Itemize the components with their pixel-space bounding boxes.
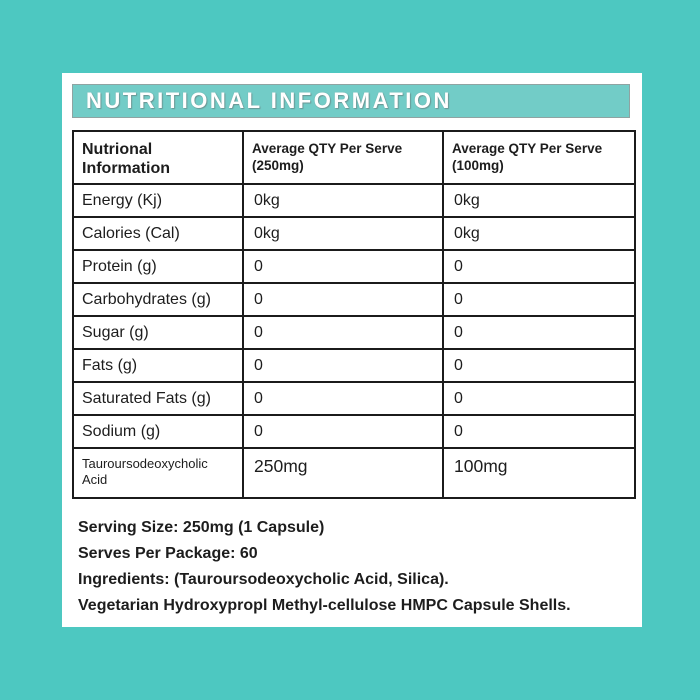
nutrition-banner (72, 84, 630, 118)
header-nutritional-information: Nutrional Information (73, 131, 243, 184)
banner-title: NUTRITIONAL INFORMATION (86, 88, 452, 113)
table-row (73, 448, 635, 498)
table-row (73, 283, 635, 316)
value-per-serve-100mg: 0kg (443, 184, 635, 217)
value-per-serve-250mg: 0 (243, 283, 443, 316)
nutrition-table-body (73, 184, 635, 498)
table-row (73, 382, 635, 415)
ingredients-text: Ingredients: (Tauroursodeoxycholic Acid, Silica). (78, 571, 449, 588)
value-per-serve-250mg: 0 (243, 349, 443, 382)
nutrient-label: Carbohydrates (g) (73, 283, 243, 316)
value-per-serve-250mg: 0kg (243, 217, 443, 250)
nutrient-label: Protein (g) (73, 250, 243, 283)
table-header-row (73, 131, 635, 184)
table-row (73, 349, 635, 382)
value-per-serve-250mg: 0kg (243, 184, 443, 217)
nutrition-table (72, 130, 636, 499)
capsule-shells-text: Vegetarian Hydroxypropl Methyl-cellulose HMPC Capsule Shells. (78, 597, 571, 614)
label-footer (78, 515, 634, 619)
value-per-serve-100mg: 0 (443, 283, 635, 316)
value-per-serve-250mg: 250mg (243, 448, 443, 498)
value-per-serve-100mg: 0 (443, 382, 635, 415)
nutrient-label: Sugar (g) (73, 316, 243, 349)
value-per-serve-100mg: 0kg (443, 217, 635, 250)
nutrient-label: Saturated Fats (g) (73, 382, 243, 415)
value-per-serve-100mg: 0 (443, 349, 635, 382)
value-per-serve-250mg: 0 (243, 316, 443, 349)
header-avg-qty-100mg: Average QTY Per Serve (100mg) (443, 131, 635, 184)
table-row (73, 316, 635, 349)
nutrient-label: Sodium (g) (73, 415, 243, 448)
nutrient-label: Fats (g) (73, 349, 243, 382)
value-per-serve-100mg: 0 (443, 250, 635, 283)
table-row (73, 250, 635, 283)
value-per-serve-250mg: 0 (243, 415, 443, 448)
serving-size-text: Serving Size: 250mg (1 Capsule) (78, 519, 325, 536)
table-row (73, 217, 635, 250)
value-per-serve-250mg: 0 (243, 382, 443, 415)
nutrition-label-card (62, 73, 642, 627)
nutrient-label: Tauroursodeoxycholic Acid (73, 448, 243, 498)
table-row (73, 415, 635, 448)
header-avg-qty-250mg: Average QTY Per Serve (250mg) (243, 131, 443, 184)
value-per-serve-250mg: 0 (243, 250, 443, 283)
value-per-serve-100mg: 100mg (443, 448, 635, 498)
value-per-serve-100mg: 0 (443, 316, 635, 349)
table-row (73, 184, 635, 217)
nutrient-label: Calories (Cal) (73, 217, 243, 250)
nutrient-label: Energy (Kj) (73, 184, 243, 217)
value-per-serve-100mg: 0 (443, 415, 635, 448)
serves-per-package-text: Serves Per Package: 60 (78, 545, 258, 562)
